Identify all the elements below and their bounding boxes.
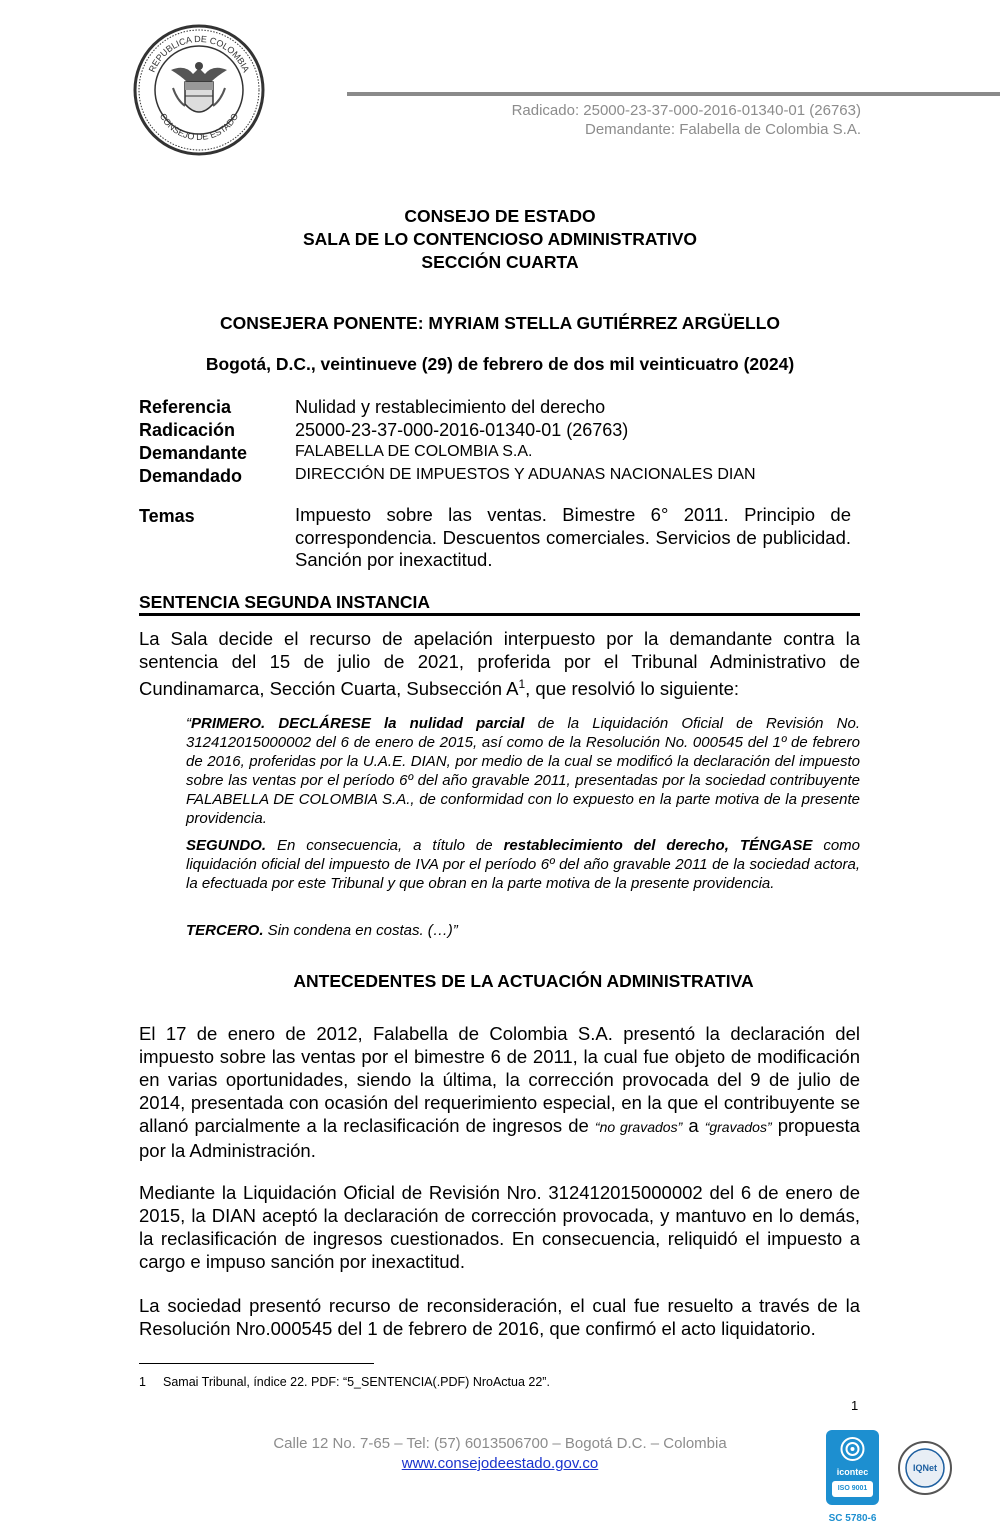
ponente-line: CONSEJERA PONENTE: MYRIAM STELLA GUTIÉRREZ ARGÜELLO [219, 313, 781, 333]
court-section: SECCIÓN CUARTA [421, 252, 579, 272]
para1-end: propuesta por la Administración. [139, 1115, 860, 1161]
radicacion-value: 25000-23-37-000-2016-01340-01 (26763) [295, 420, 629, 440]
footnote [139, 1375, 550, 1389]
header-rule [347, 92, 1000, 96]
para1-gravados: “gravados” [704, 1119, 772, 1135]
demandante-label: Demandante [139, 443, 248, 463]
footnote-rule [139, 1363, 374, 1364]
referencia-value: Nulidad y restablecimiento del derecho [295, 397, 606, 417]
quote-primero [186, 714, 860, 828]
quote-segundo [186, 836, 860, 893]
para1-mid: a [682, 1115, 705, 1136]
colombia-seal-icon [133, 24, 265, 156]
radicacion-label: Radicación [139, 420, 236, 440]
court-chamber: SALA DE LO CONTENCIOSO ADMINISTRATIVO [302, 229, 698, 249]
demandado-value: DIRECCIÓN DE IMPUESTOS Y ADUANAS NACIONALES DIAN [295, 466, 756, 483]
date-line: Bogotá, D.C., veintinueve (29) de febrero de dos mil veinticuatro (2024) [205, 354, 795, 374]
court-name: CONSEJO DE ESTADO [404, 206, 596, 226]
demandante-value: FALABELLA DE COLOMBIA S.A. [295, 443, 533, 460]
footnote-text: Samai Tribunal, índice 22. PDF: “5_SENTENCIA(.PDF) NroActua 22”. [163, 1375, 550, 1389]
intro-text: La Sala decide el recurso de apelación interpuesto por la demandante contra la sentencia del 15 de julio de 2021, proferida por el Tribunal Administrativo de Cundinamarca, Sección Cuarta, Subsección A [139, 628, 860, 700]
seal-top-text: REPUBLICA DE COLOMBIA [146, 33, 252, 74]
seal-bottom-text: CONSEJO DE ESTADO [157, 111, 241, 143]
tercero-text: Sin condena en costas. (…)” [263, 922, 458, 939]
segundo-text-2: como liquidación oficial del impuesto de IVA por el período 6º del año gravable 2011 de la sociedad actora, la efectuada por este Tribunal y que obran en la parte motiva de la presente providencia. [186, 837, 860, 892]
primero-bold: PRIMERO. DECLÁRESE la nulidad parcial [191, 715, 525, 732]
iqnet-logo-icon [897, 1440, 953, 1496]
sc-code: SC 5780-6 [828, 1513, 877, 1524]
antecedentes-heading: ANTECEDENTES DE LA ACTUACIÓN ADMINISTRATIVA [293, 971, 754, 991]
quote-open-mark: “ [186, 715, 191, 732]
icontec-label: icontec [836, 1467, 869, 1477]
intro-paragraph [139, 627, 860, 700]
intro-text-after: , que resolvió lo siguiente: [525, 678, 740, 700]
paragraph-2: Mediante la Liquidación Oficial de Revisión Nro. 312412015000002 del 6 de enero de 2015, la DIAN aceptó la declaración de corrección provocada, y mantuvo en lo demás, la reclasificación de ingresos cuestionados. En consecuencia, reliquidó el impuesto a cargo e impuso sanción por inexactitud. [139, 1182, 860, 1272]
para1-text: El 17 de enero de 2012, Falabella de Colombia S.A. presentó la declaración del impuesto sobre las ventas por el bimestre 6 de 2011, la cual fue objeto de modificación en varias oportunidades, siendo la última, la corrección provocada del 9 de julio de 2014, presentada con ocasión del requerimiento especial, en la que el contribuyente se allanó parcialmente a la reclasificación de ingresos de [139, 1023, 860, 1136]
iqnet-label: IQNet [912, 1463, 938, 1473]
website-link[interactable]: www.consejodeestado.gov.co [401, 1455, 599, 1472]
tercero-bold: TERCERO. [186, 922, 264, 939]
footnote-number: 1 [139, 1375, 146, 1389]
footnote-ref[interactable]: 1 [518, 677, 526, 691]
header-radicado: Radicado: 25000-23-37-000-2016-01340-01 (26763) [511, 102, 861, 119]
sentencia-heading: SENTENCIA SEGUNDA INSTANCIA [139, 592, 431, 612]
icontec-emblem-icon [826, 1430, 879, 1466]
temas-label: Temas [139, 506, 195, 526]
segundo-bold: SEGUNDO. [186, 837, 267, 854]
iso-label: ISO 9001 [832, 1481, 873, 1497]
primero-text: de la Liquidación Oficial de Revisión No. 312412015000002 del 6 de enero de 2015, así como de la Resolución No. 000545 del 1º de febrero de 2016, proferidas por la U.A.E. DIAN, por medio de la cual se modificó la declaración del impuesto sobre las ventas por el período 6º del año gravable 2011, presentadas por la sociedad contribuyente FALABELLA DE COLOMBIA S.A., de conformidad con lo expuesto en la parte motiva de la presente providencia. [186, 715, 860, 827]
paragraph-3: La sociedad presentó recurso de reconsideración, el cual fue resuelto a través de la Resolución Nro.000545 del 1 de febrero de 2016, que confirmó el acto liquidatorio. [139, 1295, 860, 1339]
page-number: 1 [851, 1398, 859, 1413]
paragraph-1 [139, 1022, 860, 1162]
quote-tercero [186, 921, 860, 940]
segundo-text-1: En consecuencia, a título de [266, 837, 504, 854]
sentencia-rule [139, 613, 860, 616]
segundo-bold-2: restablecimiento del derecho, TÉNGASE [503, 837, 813, 854]
para1-no-gravados: “no gravados” [594, 1119, 683, 1135]
demandado-label: Demandado [139, 466, 243, 486]
footer-address: Calle 12 No. 7-65 – Tel: (57) 6013506700 – Bogotá D.C. – Colombia [273, 1435, 727, 1452]
temas-value: Impuesto sobre las ventas. Bimestre 6° 2011. Principio de correspondencia. Descuentos comerciales. Servicios de publicidad. Sanción por inexactitud. [295, 504, 851, 570]
referencia-label: Referencia [139, 397, 232, 417]
header-demandante: Demandante: Falabella de Colombia S.A. [585, 121, 861, 138]
